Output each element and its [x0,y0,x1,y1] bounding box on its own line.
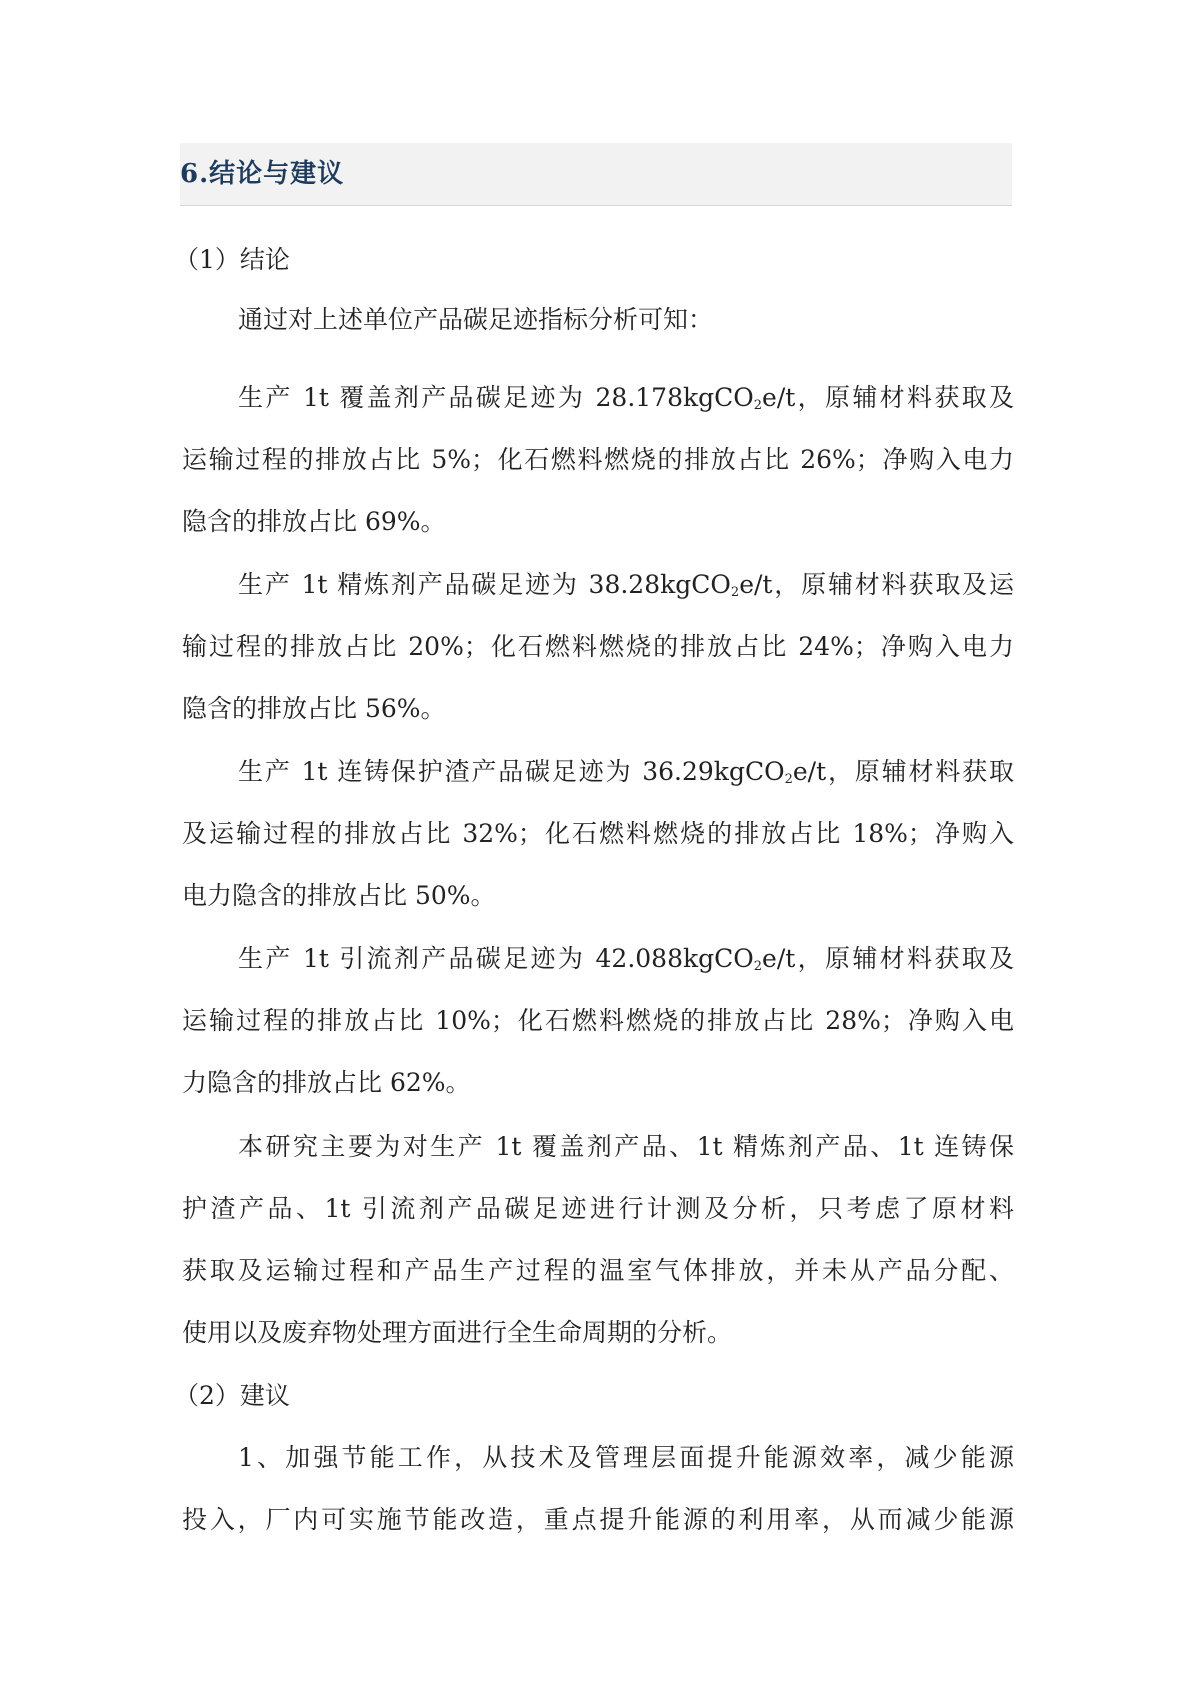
paragraph-3-line-3: 电力隐含的排放占比 50%。 [182,881,496,910]
paragraph-1-line-2: 运输过程的排放占比 5%；化石燃料燃烧的排放占比 26%；净购入电力 [182,445,1014,474]
paragraph-1-line-1: 生产 1t 覆盖剂产品碳足迹为 28.178kgCO$_2$e/t，原辅材料获取及 [238,383,1015,413]
paragraph-3-line-1: 生产 1t 连铸保护渣产品碳足迹为 36.29kgCO$_2$e/t，原辅材料获取 [238,757,1015,787]
paragraph-4-line-2: 运输过程的排放占比 10%；化石燃料燃烧的排放占比 28%；净购入电 [182,1006,1014,1035]
conclusion-intro: 通过对上述单位产品碳足迹指标分析可知： [238,305,714,334]
suggestion-1-line-1: 1、加强节能工作，从技术及管理层面提升能源效率，减少能源 [238,1443,1014,1472]
suggestion-1-line-2: 投入，厂内可实施节能改造，重点提升能源的利用率，从而减少能源 [182,1505,1014,1534]
paragraph-5-line-3: 获取及运输过程和产品生产过程的温室气体排放，并未从产品分配、 [182,1256,1014,1285]
paragraph-4-line-1: 生产 1t 引流剂产品碳足迹为 42.088kgCO$_2$e/t，原辅材料获取及 [238,944,1015,974]
paragraph-5-line-4: 使用以及废弃物处理方面进行全生命周期的分析。 [182,1318,733,1347]
paragraph-4-line-3: 力隐含的排放占比 62%。 [182,1068,471,1097]
paragraph-2-line-3: 隐含的排放占比 56%。 [182,694,446,723]
paragraph-2-line-2: 输过程的排放占比 20%；化石燃料燃烧的排放占比 24%；净购入电力 [182,632,1014,661]
paragraph-1-line-3: 隐含的排放占比 69%。 [182,507,446,536]
conclusion-heading: （1）结论 [174,245,290,274]
suggestion-heading: （2）建议 [174,1381,290,1410]
paragraph-5-line-2: 护渣产品、1t 引流剂产品碳足迹进行计测及分析，只考虑了原材料 [182,1194,1014,1223]
section-title: 6.结论与建议 [180,159,345,189]
section-header [180,143,1012,206]
paragraph-3-line-2: 及运输过程的排放占比 32%；化石燃料燃烧的排放占比 18%；净购入 [182,819,1014,848]
paragraph-2-line-1: 生产 1t 精炼剂产品碳足迹为 38.28kgCO$_2$e/t，原辅材料获取及运 [238,570,1015,600]
paragraph-5-line-1: 本研究主要为对生产 1t 覆盖剂产品、1t 精炼剂产品、1t 连铸保 [238,1132,1014,1161]
